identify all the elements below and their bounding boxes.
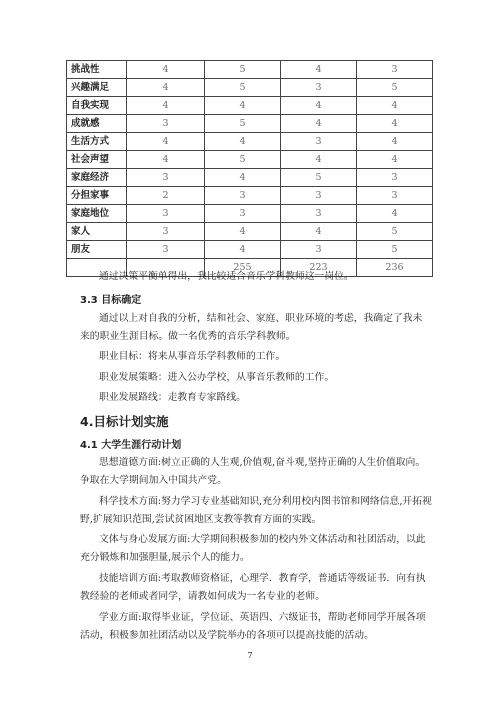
table-cell: 3	[357, 187, 433, 205]
skills-paragraph: 技能培训方面:考取教师资格证，心理学．教育学，普通话等级证书．向有执教经验的老师或者同学，请教如何成为一名专业的老师。	[80, 573, 426, 602]
table-cell: 3	[127, 205, 205, 223]
table-cell: 4	[281, 115, 357, 133]
total-cell: 223	[281, 259, 357, 277]
table-cell: 4	[205, 241, 281, 259]
row-label: 自我实现	[67, 97, 127, 115]
table-cell: 4	[281, 97, 357, 115]
conclusion-text: 通过决策平衡单得出，我比较适合音乐学科教师这一岗位。	[99, 271, 354, 282]
career-strategy: 职业发展策略：进入公办学校，从事音乐教师的工作。	[99, 372, 335, 383]
table-cell: 4	[281, 151, 357, 169]
row-label: 朋友	[67, 241, 127, 259]
total-cell: 255	[205, 259, 281, 277]
table-cell: 4	[357, 133, 433, 151]
table-row	[67, 133, 433, 151]
table-cell: 3	[127, 115, 205, 133]
table-cell: 3	[281, 133, 357, 151]
table-cell: 3	[281, 187, 357, 205]
table-row	[67, 151, 433, 169]
row-label: 家人	[67, 223, 127, 241]
table-cell: 5	[357, 223, 433, 241]
table-cell: 5	[357, 79, 433, 97]
table-row	[67, 187, 433, 205]
academic-paragraph: 学业方面:取得毕业证，学位证、英语四、六级证书，帮助老师同学开展各项活动，积极参加社团活动以及学院举办的各项可以提高技能的活动。	[80, 612, 426, 641]
table-row	[67, 97, 433, 115]
table-cell: 5	[205, 151, 281, 169]
row-label: 分担家事	[67, 187, 127, 205]
row-label: 兴趣满足	[67, 79, 127, 97]
table-cell: 4	[127, 97, 205, 115]
target-paragraph: 通过以上对自我的分析，结和社会、家庭、职业环境的考虑，我确定了我未来的职业生涯目标。做一名优秀的音乐学科教师。	[80, 313, 423, 342]
table-cell: 4	[127, 151, 205, 169]
table-cell: 4	[205, 97, 281, 115]
row-label: 家庭地位	[67, 205, 127, 223]
sports-paragraph: 文体与身心发展方面:大学期间积极参加的校内外文体活动和社团活动，以此充分锻炼和加强胆量,展示个人的能力。	[80, 534, 426, 563]
row-label: 家庭经济	[67, 169, 127, 187]
page-number: 7	[247, 651, 253, 660]
table-cell: 3	[127, 241, 205, 259]
table-cell: 4	[127, 61, 205, 79]
table-cell: 4	[357, 151, 433, 169]
table-cell: 4	[127, 79, 205, 97]
table-row	[67, 205, 433, 223]
table-cell: 4	[357, 97, 433, 115]
science-paragraph: 科学技术方面:努力学习专业基础知识,充分利用校内图书馆和网络信息,开拓视野,扩展知识范围,尝试贫困地区支教等教育方面的实践。	[80, 496, 432, 525]
row-label: 社会声望	[67, 151, 127, 169]
table-row	[67, 223, 433, 241]
career-route: 职业发展路线：走教育专家路线。	[99, 392, 246, 403]
table-row	[67, 169, 433, 187]
table-cell: 3	[357, 169, 433, 187]
table-cell: 4	[357, 115, 433, 133]
table-cell: 3	[281, 79, 357, 97]
table-cell: 5	[205, 61, 281, 79]
table-cell: 4	[281, 61, 357, 79]
table-cell: 4	[127, 133, 205, 151]
table-cell: 4	[205, 133, 281, 151]
table-row	[67, 61, 433, 79]
table-cell: 4	[281, 223, 357, 241]
table-cell: 3	[127, 169, 205, 187]
table-row	[67, 79, 433, 97]
table-row	[67, 241, 433, 259]
ideology-paragraph: 思想道德方面:树立正确的人生观,价值观,奋斗观,坚持正确的人生价值取向。争取在大学期间加入中国共产党。	[80, 457, 426, 486]
table-cell: 5	[357, 241, 433, 259]
table-cell: 3	[127, 223, 205, 241]
table-cell: 5	[205, 115, 281, 133]
row-label: 成就感	[67, 115, 127, 133]
table-cell: 3	[357, 61, 433, 79]
section-4-heading: 4.目标计划实施	[80, 414, 169, 429]
table-cell: 2	[127, 187, 205, 205]
table-cell: 3	[205, 205, 281, 223]
table-cell: 4	[205, 169, 281, 187]
table-cell: 3	[281, 241, 357, 259]
total-cell: 236	[357, 259, 433, 277]
table-row	[67, 115, 433, 133]
table-cell: 4	[205, 223, 281, 241]
table-cell: 5	[281, 169, 357, 187]
table-cell: 4	[357, 205, 433, 223]
row-label: 挑战性	[67, 61, 127, 79]
decision-balance-table	[66, 60, 433, 277]
table-cell: 5	[205, 79, 281, 97]
career-goal: 职业目标：将来从事音乐学科教师的工作。	[99, 351, 286, 362]
row-label: 生活方式	[67, 133, 127, 151]
section-4-1-heading: 4.1 大学生涯行动计划	[80, 440, 182, 451]
section-3-3-heading: 3.3 目标确定	[80, 295, 142, 306]
table-cell: 3	[281, 205, 357, 223]
table-cell: 3	[205, 187, 281, 205]
